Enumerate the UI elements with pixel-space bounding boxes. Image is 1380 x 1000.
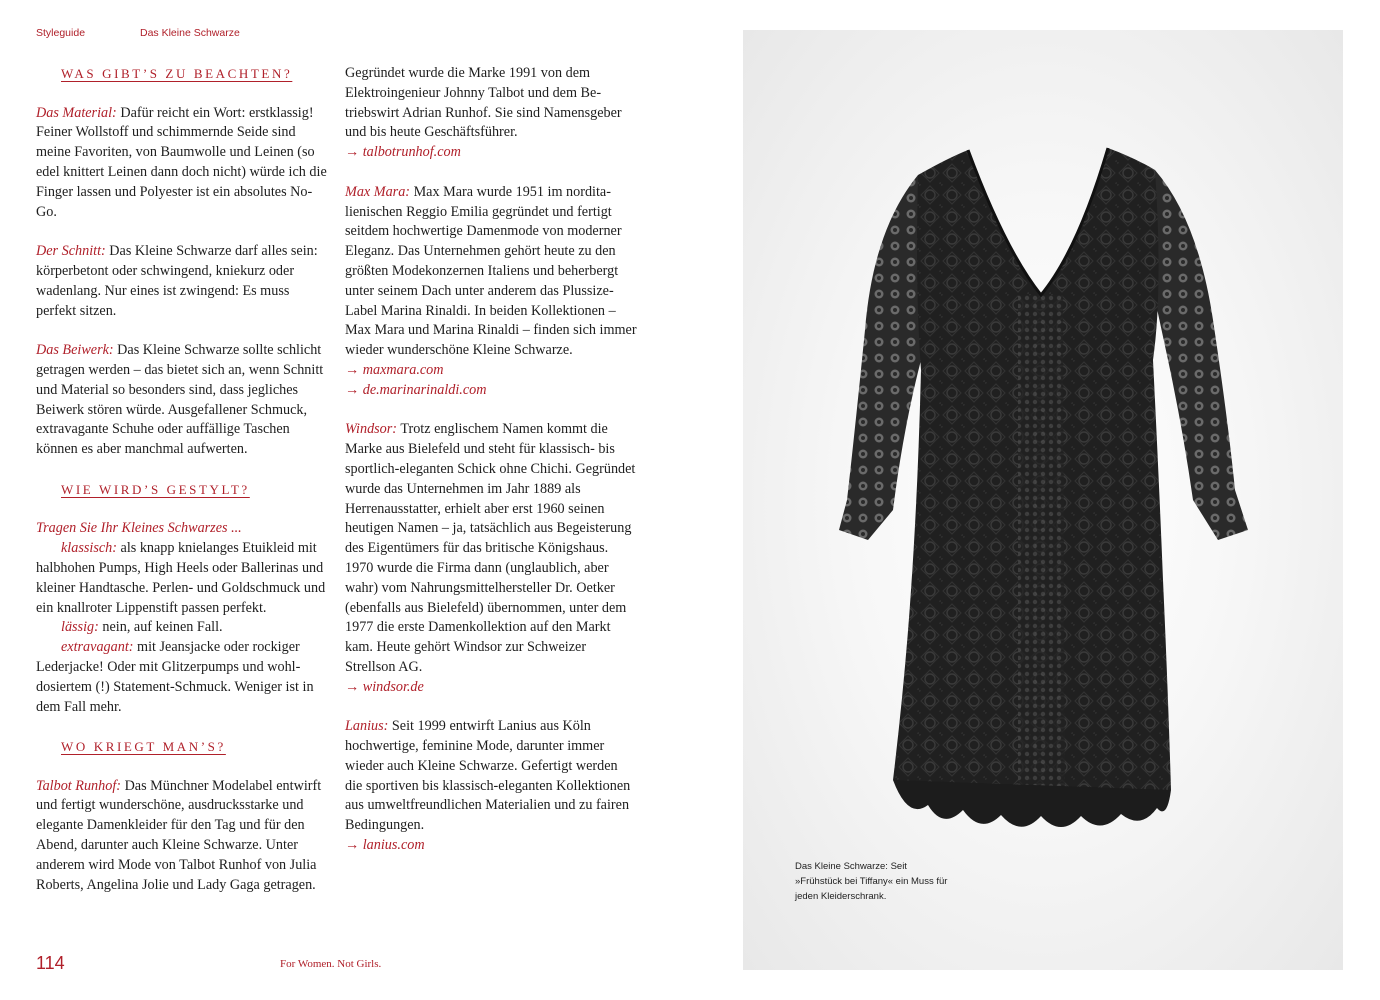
link-maxmara[interactable]: → maxmara.com (345, 361, 444, 378)
page-number: 114 (36, 953, 65, 973)
footer-tagline: For Women. Not Girls. (280, 958, 382, 970)
label-laessig: lässig: (61, 619, 99, 636)
text-beiwerk: Das Kleine Schwarze sollte schlicht getragen werden – das bietet sich an, wenn Schnitt und Material so besonders sind, dass jegliches Beiwerk stören würde. Ausgefallener Schmuck, extravagante Schuhe oder auffällige Taschen können es aber manchmal aufwerten. (36, 342, 324, 458)
paragraph-maxmara (345, 183, 637, 401)
text-material: Dafür reicht ein Wort: erstklassig! Feiner Wollstoff und schimmernde Seide sind meine Favoriten, von Baumwolle und Leinen (so edel knittert Leinen dann doch nicht) würde ich die Finger lassen und Polyester ist ein absolutes No-Go. (36, 104, 327, 220)
text-laessig: nein, auf keinen Fall. (98, 619, 223, 636)
left-text-column (36, 64, 328, 915)
text-talbot: Das Münchner Modelabel entwirft und fertigt wunderschöne, ausdrucksstarke und elegante Damenkleider für den Tag und für den Abend, darunter auch Kleine Schwarze. Unter anderem wird Mode von Talbot Runhof von Julia Roberts, Angelina Jolie und Lady Gaga getragen. (36, 777, 322, 893)
link-talbotrunhof[interactable]: → talbotrunhof.com (345, 144, 461, 161)
text-windsor: Trotz englischem Namen kommt die Marke aus Bielefeld und steht für klassisch- bis sportlich-eleganten Schick ohne Chichi. Gegründet wurde das Unternehmen im Jahr 1889 als Herrenausstatter, erhielt aber erst 1960 seinen heutigen Namen – ja, tatsächlich aus Begeisterung des Eigentümers für das britische Königshaus. 1970 wurde die Firma dann (unglaublich, aber wahr) vom Nahrungsmittelhersteller Dr. Oetker (ebenfalls aus Bielefeld) übernommen, unter dem 1977 die erste Damenkollektion auf den Markt kam. Heute gehört Windsor zur Schweizer Strellson AG. (345, 421, 636, 675)
black-lace-dress-illustration (743, 30, 1343, 970)
running-header-section: Styleguide (36, 27, 86, 39)
label-schnitt: Der Schnitt: (36, 243, 106, 260)
label-lanius: Lanius: (345, 718, 389, 735)
text-klassisch: als knapp knielanges Etuikleid mit halbhohen Pumps, High Heels oder Ballerinas und kleiner Handtasche. Perlen- und Goldschmuck und ein knallroter Lippenstift passen perfekt. (36, 540, 326, 616)
label-beiwerk: Das Beiwerk: (36, 342, 114, 359)
label-tragen: Tragen Sie Ihr Kleines Schwarzes ... (36, 520, 242, 537)
paragraph-talbot (36, 777, 328, 896)
middle-text-column (345, 64, 637, 876)
section-heading-beachten: WAS GIBT’S ZU BEACHTEN? (61, 66, 293, 81)
link-windsor[interactable]: → windsor.de (345, 678, 424, 695)
paragraph-tragen (36, 519, 328, 539)
paragraph-schnitt (36, 242, 328, 321)
paragraph-beiwerk (36, 341, 328, 460)
dress-photo (743, 30, 1343, 970)
paragraph-extravagant (36, 638, 328, 717)
label-maxmara: Max Mara: (345, 183, 411, 200)
section-heading-kriegt: WO KRIEGT MAN’S? (61, 739, 226, 755)
photo-caption: Das Kleine Schwarze: Seit »Frühstück bei Tiffany« ein Muss für jeden Kleiderschrank. (795, 861, 948, 902)
label-talbot: Talbot Runhof: (36, 777, 122, 794)
text-talbot-continued: Gegründet wurde die Marke 1991 von dem Elektroingenieur Johnny Talbot und dem Betriebswirt Adrian Runhof. Sie sind Namensgeber und bis heute Geschäftsführer. (345, 65, 622, 141)
paragraph-windsor (345, 420, 637, 697)
label-windsor: Windsor: (345, 421, 398, 438)
link-marinarinaldi[interactable]: → de.marinarinaldi.com (345, 381, 487, 398)
text-extravagant: mit Jeansjacke oder rockiger Lederjacke! Oder mit Glitzerpumps und wohldosiertem (!) Statement-Schmuck. Weniger ist in dem Fall mehr. (36, 639, 314, 715)
text-maxmara: Max Mara wurde 1951 im norditalienischen Reggio Emilia gegründet und fertigt seitdem hochwertige Damenmode von moderner Eleganz. Das Unternehmen gehört heute zu den größten Modekonzernen Italiens und beherbergt unter seinem Dach unter anderem das Plussize-Label Marina Rinaldi. In beiden Kollektionen – Max Mara und Marina Rinaldi – finden sich immer wieder wunderschöne Kleine Schwarze. (345, 183, 637, 359)
label-extravagant: extravagant: (61, 639, 134, 656)
paragraph-lanius (345, 717, 637, 856)
text-lanius: Seit 1999 entwirft Lanius aus Köln hochwertige, feminine Mode, darunter immer wieder auch Kleine Schwarze. Gefertigt werden die sportiven bis klassisch-eleganten Kollektionen aus umweltfreundlichen Materialien und zu fairen Bedingungen. (345, 718, 631, 834)
label-klassisch: klassisch: (61, 540, 117, 557)
section-heading-gestylt: WIE WIRD’S GESTYLT? (61, 481, 250, 497)
paragraph-laessig (36, 618, 328, 638)
label-material: Das Material: (36, 104, 117, 121)
paragraph-klassisch (36, 539, 328, 618)
paragraph-material (36, 104, 328, 223)
paragraph-talbot-continued (345, 64, 637, 163)
text-schnitt: Das Kleine Schwarze darf alles sein: körperbetont oder schwingend, kniekurz oder wadenlang. Nur eines ist zwingend: Es muss perfekt sitzen. (36, 243, 318, 319)
link-lanius[interactable]: → lanius.com (345, 837, 425, 854)
running-header-chapter: Das Kleine Schwarze (140, 27, 240, 39)
